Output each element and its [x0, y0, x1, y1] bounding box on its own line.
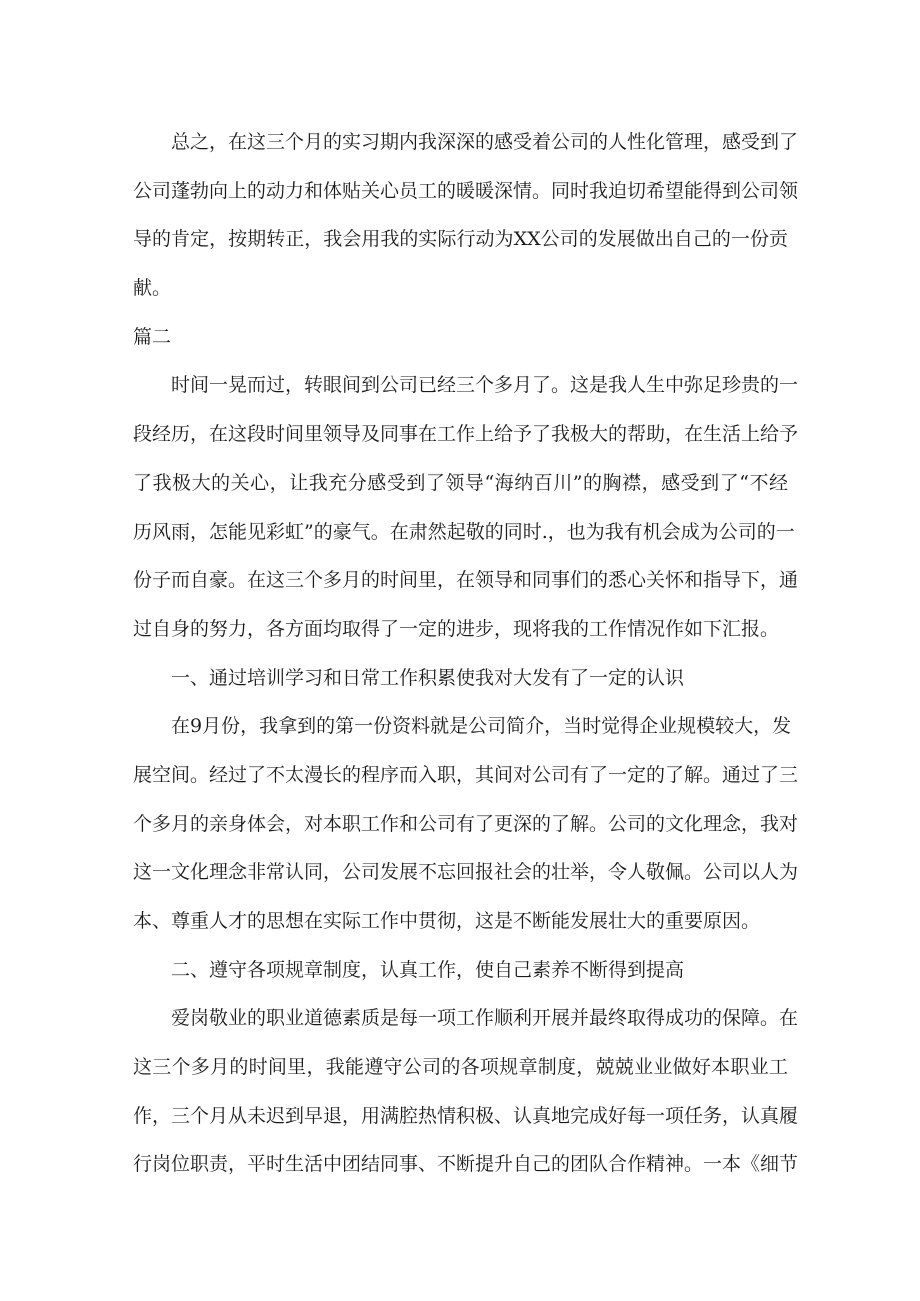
- paragraph-line: 这三个多月的时间里，我能遵守公司的各项规章制度，兢兢业业做好本职业工: [133, 1056, 788, 1079]
- paragraph-line: 献。: [133, 277, 172, 300]
- paragraph-line: 作，三个月从未迟到早退，用满腔热情积极、认真地完成好每一项任务，认真履: [133, 1104, 799, 1127]
- paragraph-line: 段经历，在这段时间里领导及同事在工作上给予了我极大的帮助，在生活上给予: [133, 423, 799, 446]
- paragraph-line: 时间一晃而过，转眼间到公司已经三个多月了。这是我人生中弥足珍贵的一: [171, 374, 799, 397]
- paragraph-line: 展空间。经过了不太漫长的程序而入职，其间对公司有了一定的了解。通过了三: [133, 763, 799, 786]
- subheading: 二、遵守各项规章制度，认真工作，使自己素养不断得到提高: [171, 958, 685, 981]
- paragraph-line: 总之，在这三个月的实习期内我深深的感受着公司的人性化管理，感受到了: [171, 131, 799, 153]
- section-heading: 篇二: [133, 325, 172, 348]
- paragraph-line: 历风雨，怎能见彩虹”的豪气。在肃然起敬的同时.，也为我有机会成为公司的一: [133, 520, 795, 543]
- subheading: 一、通过培训学习和日常工作积累使我对大发有了一定的认识: [171, 666, 685, 689]
- paragraph-line: 导的肯定，按期转正，我会用我的实际行动为XX公司的发展做出自己的一份贡: [133, 228, 788, 251]
- paragraph-line: 本、尊重人才的思想在实际工作中贯彻，这是不断能发展壮大的重要原因。: [133, 910, 761, 932]
- paragraph-line: 过自身的努力，各方面均取得了一定的进步，现将我的工作情况作如下汇报。: [133, 617, 780, 640]
- paragraph-line: 在9月份，我拿到的第一份资料就是公司简介，当时觉得企业规模较大，发: [171, 715, 792, 738]
- paragraph-line: 个多月的亲身体会，对本职工作和公司有了更深的了解。公司的文化理念，我对: [133, 812, 799, 835]
- paragraph-line: 公司蓬勃向上的动力和体贴关心员工的暖暖深情。同时我迫切希望能得到公司领: [133, 179, 799, 202]
- paragraph-line: 这一文化理念非常认同，公司发展不忘回报社会的壮举，令人敬佩。公司以人为: [133, 861, 799, 884]
- paragraph-line: 了我极大的关心，让我充分感受到了领导“海纳百川”的胸襟，感受到了“不经: [133, 471, 788, 494]
- paragraph-line: 份子而自豪。在这三个多月的时间里，在领导和同事们的悉心关怀和指导下，通: [133, 569, 799, 592]
- document-body: [133, 118, 799, 1189]
- paragraph-line: 爱岗敬业的职业道德素质是每一项工作顺利开展并最终取得成功的保障。在: [171, 1007, 799, 1030]
- paragraph-line: 行岗位职责，平时生活中团结同事、不断提升自己的团队合作精神。一本《细节: [133, 1153, 799, 1176]
